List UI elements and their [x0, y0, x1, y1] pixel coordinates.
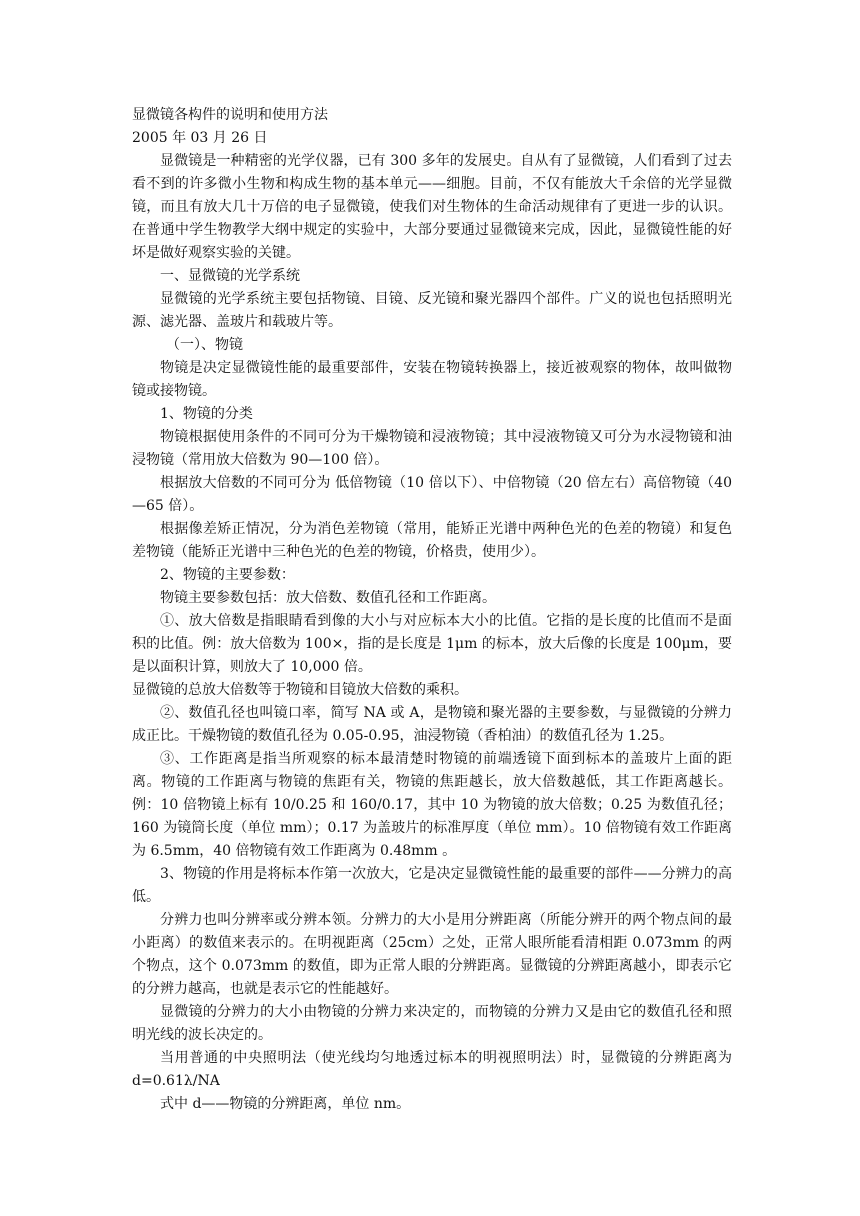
paragraph-objective: 物镜是决定显微镜性能的最重要部件，安装在物镜转换器上，接近被观察的物体，故叫做物镜或接物镜。: [132, 360, 732, 399]
paragraph-numerical-aperture: ②、数值孔径也叫镜口率，简写 NA 或 A，是物镜和聚光器的主要参数，与显微镜的分辨力成正比。干燥物镜的数值孔径为 0.05-0.95，油浸物镜（香柏油）的数值孔径为 1.25。: [132, 705, 732, 744]
heading-objective-types: 1、物镜的分类: [160, 406, 253, 422]
heading-optical-system: 一、显微镜的光学系统: [160, 268, 300, 284]
paragraph-formula-definition: 式中 d——物镜的分辨距离，单位 nm。: [160, 1096, 411, 1112]
document-page: [132, 104, 732, 1116]
paragraph-magnification: ①、放大倍数是指眼睛看到像的大小与对应标本大小的比值。它指的是长度的比值而不是面积的比值。例：放大倍数为 100×，指的是长度是 1μm 的标本，放大后像的长度是 100μm，要是以面积计算，则放大了 10,000 倍。: [132, 613, 732, 675]
paragraph-parameters-list: 物镜主要参数包括：放大倍数、数值孔径和工作距离。: [160, 590, 496, 606]
paragraph-optical-system: 显微镜的光学系统主要包括物镜、目镜、反光镜和聚光器四个部件。广义的说也包括照明光源、滤光器、盖玻片和载玻片等。: [132, 291, 732, 330]
document-date: 2005 年 03 月 26 日: [132, 130, 268, 146]
document-title: 显微镜各构件的说明和使用方法: [132, 107, 328, 123]
paragraph-resolution-formula: 当用普通的中央照明法（使光线均匀地透过标本的明视照明法）时，显微镜的分辨距离为 d=0.61λ/NA: [132, 1050, 732, 1089]
paragraph-total-magnification: 显微镜的总放大倍数等于物镜和目镜放大倍数的乘积。: [132, 682, 468, 698]
heading-objective: （一）、物镜: [166, 337, 243, 353]
paragraph-intro: 显微镜是一种精密的光学仪器，已有 300 多年的发展史。自从有了显微镜，人们看到了过去看不到的许多微小生物和构成生物的基本单元——细胞。目前，不仅有能放大千余倍的光学显微镜，而且有放大几十万倍的电子显微镜，使我们对生物体的生命活动规律有了更进一步的认识。在普通中学生物教学大纲中规定的实验中，大部分要通过显微镜来完成，因此，显微镜性能的好坏是做好观察实验的关键。: [132, 153, 732, 261]
paragraph-magnification-classes: 根据放大倍数的不同可分为 低倍物镜（10 倍以下）、中倍物镜（20 倍左右）高倍物镜（40—65 倍）。: [132, 475, 732, 514]
paragraph-working-distance: ③、工作距离是指当所观察的标本最清楚时物镜的前端透镜下面到标本的盖玻片上面的距离。物镜的工作距离与物镜的焦距有关，物镜的焦距越长，放大倍数越低，其工作距离越长。例：10 倍物镜上标有 10/0.25 和 160/0.17，其中 10 为物镜的放大倍数；0.25 为数值孔径；160 为镜筒长度（单位 mm）；0.17 为盖玻片的标准厚度（单位 mm）。10 倍物镜有效工作距离为 6.5mm，40 倍物镜有效工作距离为 0.48mm 。: [132, 751, 732, 859]
heading-main-parameters: 2、物镜的主要参数：: [160, 567, 295, 583]
paragraph-resolution-factors: 显微镜的分辨力的大小由物镜的分辨力来决定的，而物镜的分辨力又是由它的数值孔径和照明光线的波长决定的。: [132, 1004, 732, 1043]
paragraph-aberration: 根据像差矫正情况，分为消色差物镜（常用，能矫正光谱中两种色光的色差的物镜）和复色差物镜（能矫正光谱中三种色光的色差的物镜，价格贵，使用少）。: [132, 521, 732, 560]
paragraph-resolving-power: 分辨力也叫分辨率或分辨本领。分辨力的大小是用分辨距离（所能分辨开的两个物点间的最小距离）的数值来表示的。在明视距离（25cm）之处，正常人眼所能看清相距 0.073mm 的两个物点，这个 0.073mm 的数值，即为正常人眼的分辨距离。显微镜的分辨距离越小，即表示它的分辨力越高，也就是表示它的性能越好。: [132, 912, 732, 997]
paragraph-dry-immersion: 物镜根据使用条件的不同可分为干燥物镜和浸液物镜；其中浸液物镜又可分为水浸物镜和油浸物镜（常用放大倍数为 90—100 倍）。: [132, 429, 732, 468]
paragraph-objective-function: 3、物镜的作用是将标本作第一次放大，它是决定显微镜性能的最重要的部件——分辨力的高低。: [132, 866, 732, 905]
